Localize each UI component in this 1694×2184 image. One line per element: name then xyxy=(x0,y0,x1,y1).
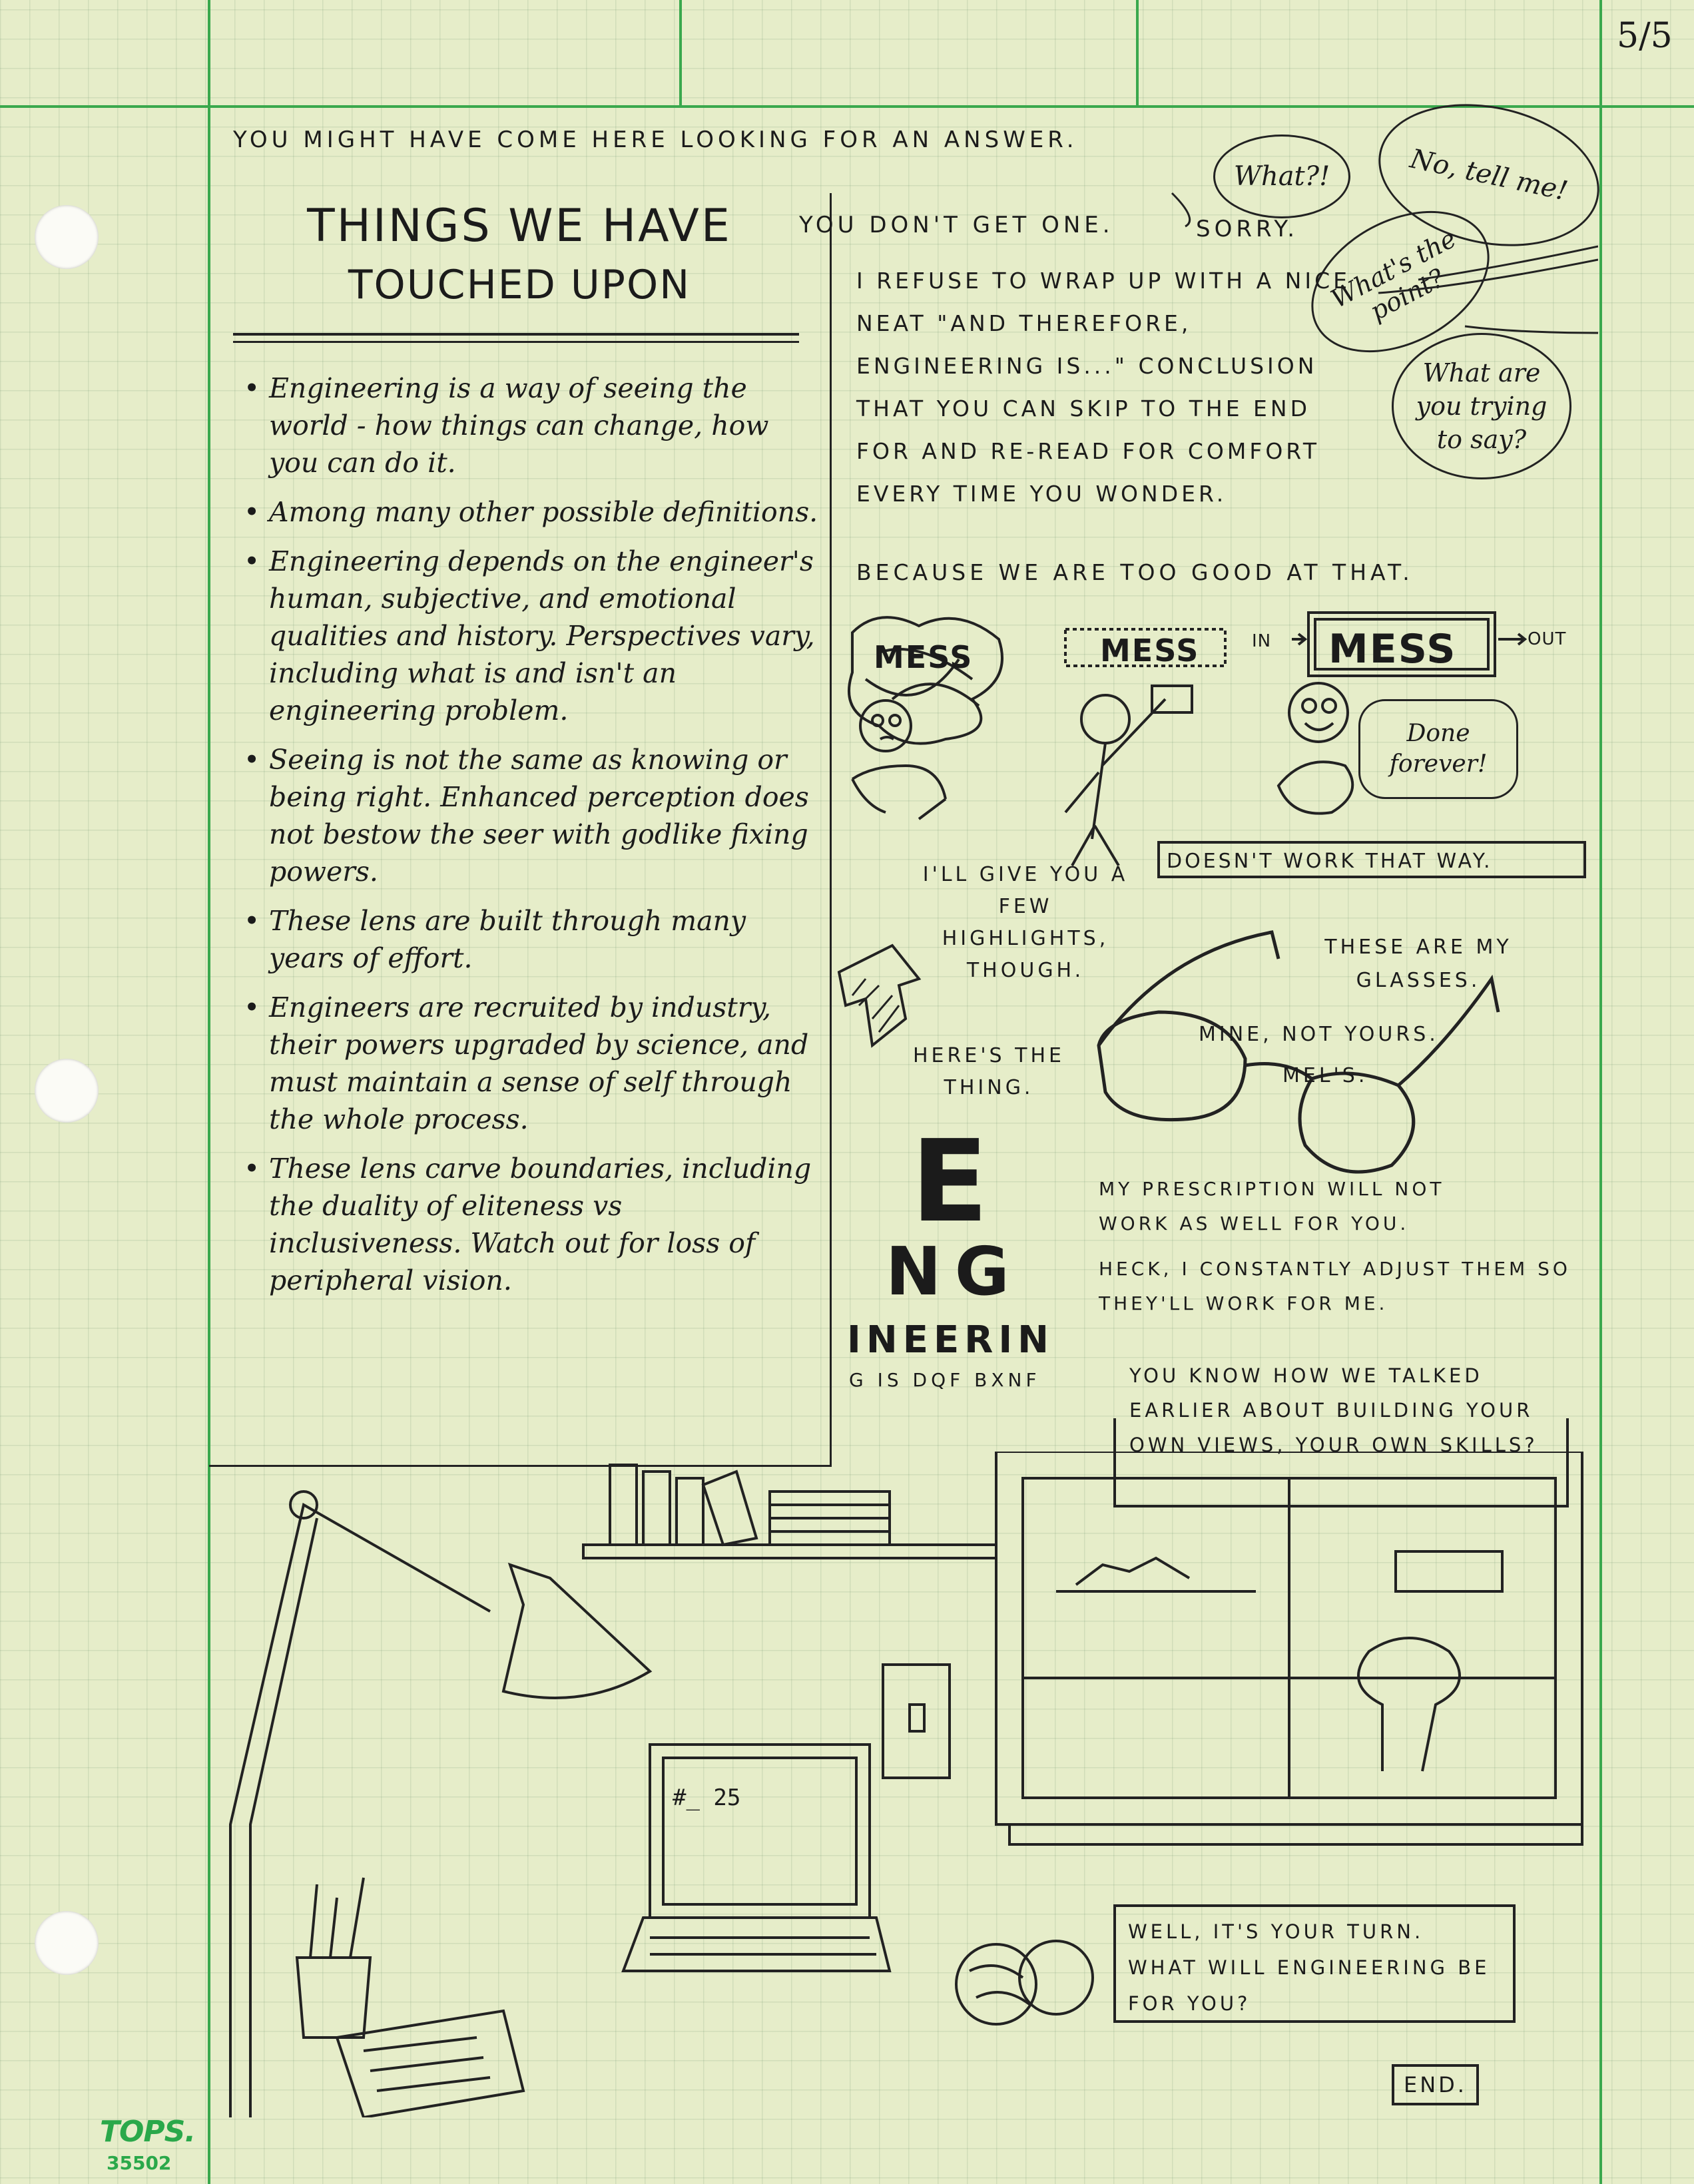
prescription-text: MY PRESCRIPTION WILL NOT WORK AS WELL FOR YOU. xyxy=(1099,1178,1445,1234)
adjust-text: HECK, I CONSTANTLY ADJUST THEM SO THEY'LL WORK FOR ME. xyxy=(1099,1258,1571,1314)
sidebar-title xyxy=(280,200,759,308)
header-divider-1 xyxy=(679,0,682,107)
doesnt-work-caption: DOESN'T WORK THAT WAY. xyxy=(1167,850,1493,873)
binder-hole-bottom xyxy=(35,1911,99,1975)
sidebar-title-underline xyxy=(233,333,799,336)
highlights-text: I'LL GIVE YOU A FEW HIGHLIGHTS, THOUGH. xyxy=(922,863,1129,982)
bullet-item: • These lens are built through many years of effort. xyxy=(240,902,819,977)
tops-logo: TOPS. xyxy=(100,2115,196,2149)
sidebar-title-line2: TOUCHED UPON xyxy=(348,262,691,308)
glasses-mine: MINE, NOT YOURS. xyxy=(1199,1023,1439,1046)
done-forever-bubble: Done forever! xyxy=(1358,699,1518,799)
out-label: OUT xyxy=(1528,629,1567,649)
mess-label-3: MESS xyxy=(1328,626,1457,673)
mess-label-2: MESS xyxy=(1100,633,1200,669)
binder-hole-top xyxy=(35,205,99,269)
bullet-item: • Among many other possible definitions. xyxy=(240,493,819,531)
sorry-text: SORRY. xyxy=(1196,216,1299,242)
page-number: 5/5 xyxy=(1617,16,1673,56)
eye-chart-row2: NG xyxy=(886,1232,1023,1310)
intro-line: YOU MIGHT HAVE COME HERE LOOKING FOR AN ANSWER. xyxy=(233,127,1078,153)
eye-chart-row1: E xyxy=(911,1116,989,1248)
binder-hole-middle xyxy=(35,1059,99,1123)
because-text: BECAUSE WE ARE TOO GOOD AT THAT. xyxy=(856,559,1414,585)
glasses-these-are: THESE ARE MY GLASSES. xyxy=(1324,936,1512,992)
eye-chart-row3: INEERIN xyxy=(847,1318,1055,1362)
sidebar-bullets xyxy=(240,370,819,1311)
your-turn-box: WELL, IT'S YOUR TURN. WHAT WILL ENGINEERING BE FOR YOU? xyxy=(1113,1904,1516,2023)
bullet-item: • Engineering is a way of seeing the world - how things can change, how you can do it. xyxy=(240,370,819,481)
eye-chart-row4: G IS DQF BXNF xyxy=(849,1369,1041,1391)
arrow-drawing xyxy=(826,932,932,1052)
views-text: YOU KNOW HOW WE TALKED EARLIER ABOUT BUILDING YOUR OWN VIEWS, YOUR OWN SKILLS? xyxy=(1129,1364,1538,1456)
bullet-item: • Seeing is not the same as knowing or being right. Enhanced perception does not bestow the seer with godlike fixing powers. xyxy=(240,741,819,890)
bullet-item: • Engineers are recruited by industry, their powers upgraded by science, and must maintain a sense of self through the whole process. xyxy=(240,989,819,1138)
tops-code: 35502 xyxy=(107,2152,172,2174)
in-label: IN xyxy=(1252,631,1272,651)
right-margin-line xyxy=(1599,0,1602,2184)
end-label: END. xyxy=(1392,2064,1479,2105)
no-answer-text: YOU DON'T GET ONE. xyxy=(799,212,1114,238)
sidebar-title-line1: THINGS WE HAVE xyxy=(307,200,732,252)
header-divider-2 xyxy=(1136,0,1139,107)
what-bubble: What?! xyxy=(1213,135,1350,218)
heres-thing-text: HERE'S THE THING. xyxy=(913,1044,1065,1099)
sidebar-title-underline-2 xyxy=(233,341,799,343)
trying-to-say-bubble: What are you trying to say? xyxy=(1392,333,1571,479)
bullet-item: • Engineering depends on the engineer's human, subjective, and emotional qualities and history. Perspectives vary, including what is and isn't an engineering problem. xyxy=(240,543,819,729)
laptop-screen-text: #_ 25 xyxy=(673,1784,741,1811)
bullet-item: • These lens carve boundaries, including the duality of eliteness vs inclusiveness. Watch out for loss of peripheral vision. xyxy=(240,1150,819,1299)
glasses-mels: MEL'S. xyxy=(1282,1064,1368,1087)
mess-label-1: MESS xyxy=(874,639,974,675)
tell-me-bubble: No, tell me! xyxy=(1365,85,1612,265)
refuse-text: I REFUSE TO WRAP UP WITH A NICE NEAT "AND THEREFORE, ENGINEERING IS..." CONCLUSION THAT YOU CAN SKIP TO THE END FOR AND RE-READ FOR COMFORT EVERY TIME YOU WONDER. xyxy=(856,268,1350,507)
whats-point-bubble: What's the point? xyxy=(1287,182,1514,381)
